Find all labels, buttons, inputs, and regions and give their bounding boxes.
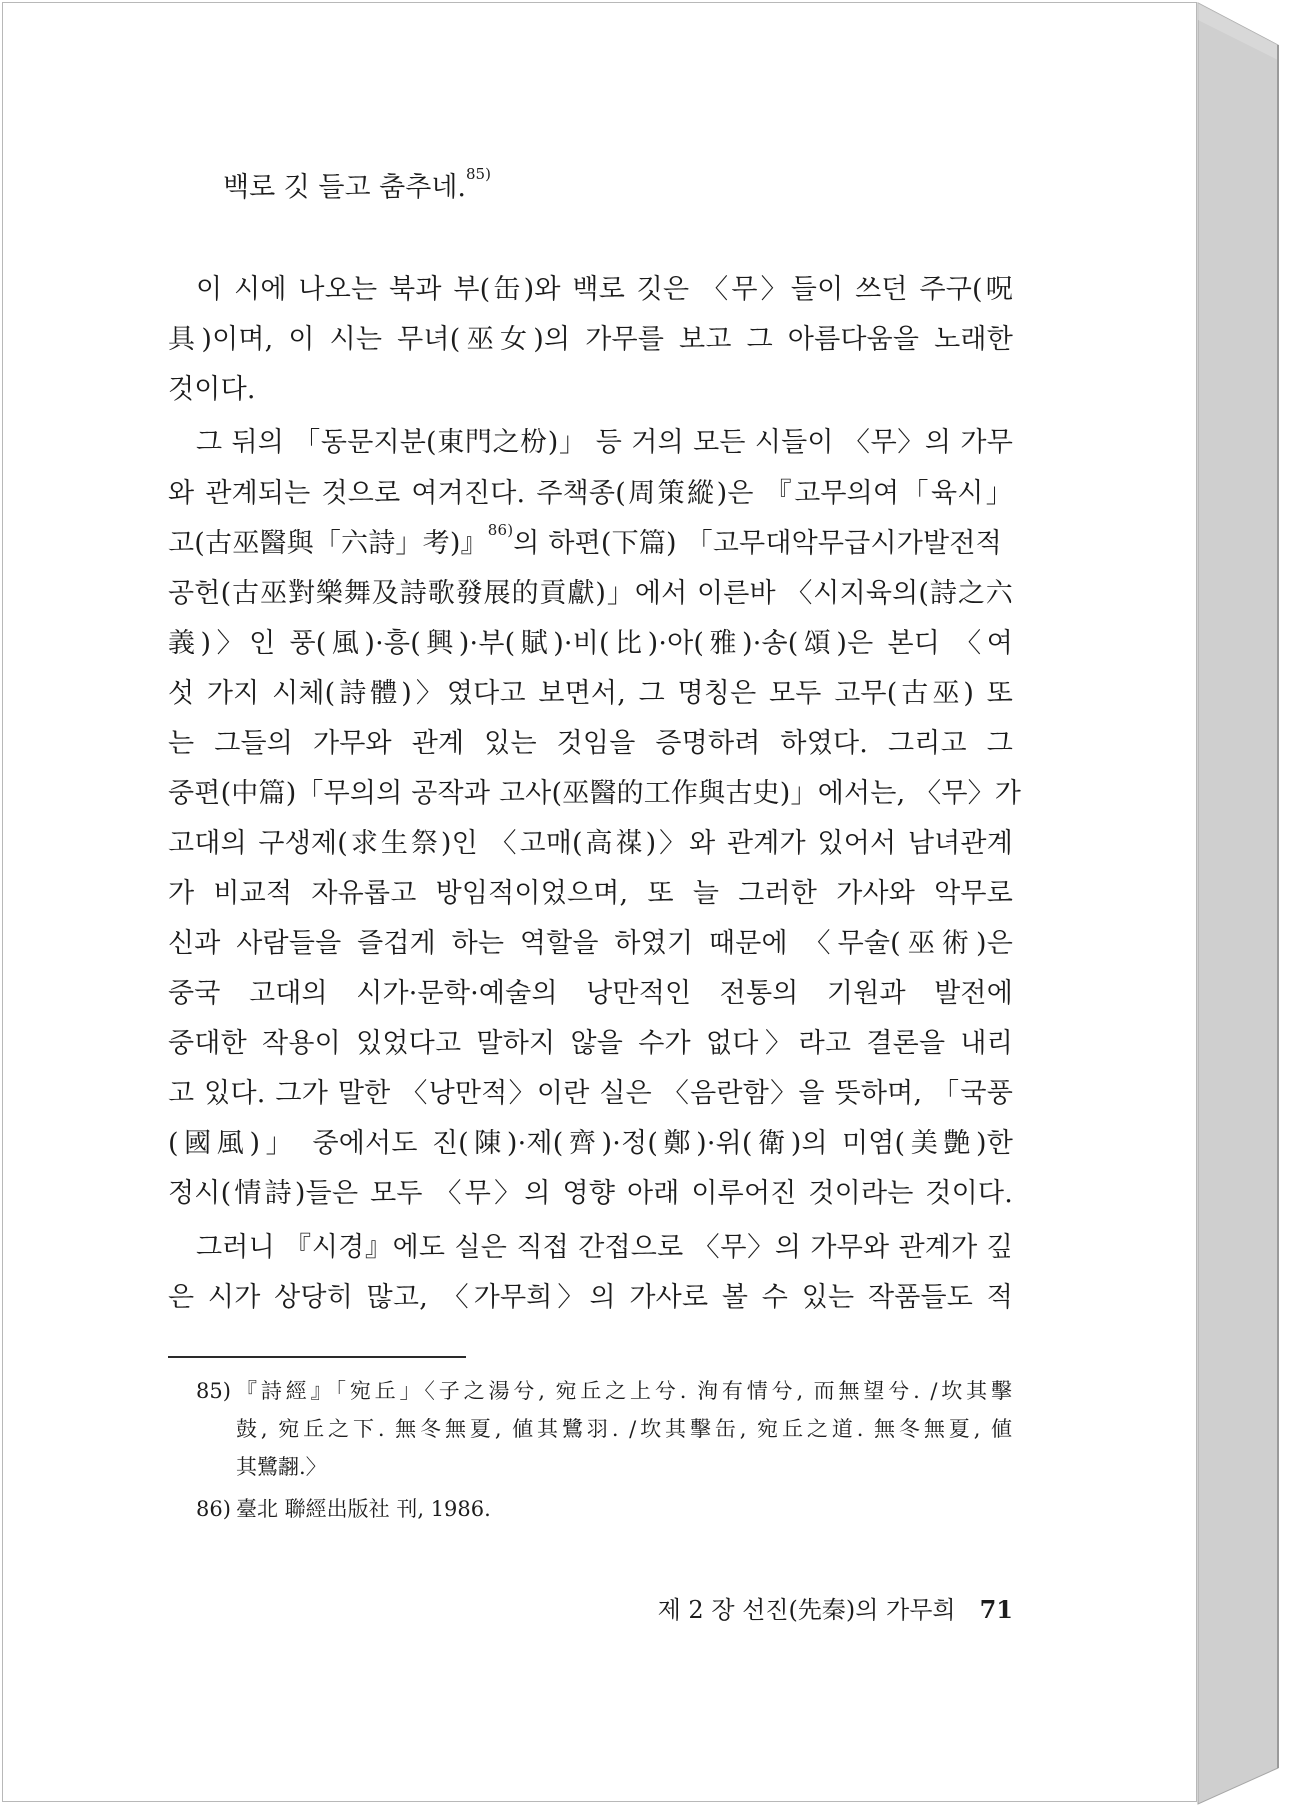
body-line: 신과 사람들을 즐겁게 하는 역할을 하였기 때문에 〈무술(巫術)은 bbox=[168, 928, 1013, 959]
book-page bbox=[2, 2, 1197, 1802]
body-line: 중편(中篇)「무의의 공작과 고사(巫醫的工作與古史)」에서는, 〈무〉가 bbox=[168, 778, 1022, 809]
footnote-rule bbox=[168, 1356, 466, 1358]
footnote-line: 『詩經』「宛丘」〈子之湯兮, 宛丘之上兮. 洵有情兮, 而無望兮. /坎其擊 bbox=[236, 1379, 1012, 1403]
body-line: 정시(情詩)들은 모두 〈무〉의 영향 아래 이루어진 것이라는 것이다. bbox=[168, 1178, 1013, 1209]
body-segment bbox=[168, 521, 1002, 561]
footnote-number: 86) bbox=[196, 1497, 231, 1521]
body-line: 것이다. bbox=[168, 374, 256, 405]
body-line: 중국 고대의 시가·문학·예술의 낭만적인 전통의 기원과 발전에 bbox=[168, 978, 1013, 1009]
page-number: 71 bbox=[979, 1595, 1013, 1624]
footnote-ref: 85) bbox=[466, 165, 491, 183]
verse-text: 백로 깃 들고 춤추네. bbox=[223, 172, 466, 203]
body-line: 이 시에 나오는 북과 부(缶)와 백로 깃은 〈무〉들이 쓰던 주구(呪 bbox=[196, 274, 1013, 305]
body-line: 은 시가 상당히 많고, 〈가무희〉의 가사로 볼 수 있는 작품들도 적 bbox=[168, 1282, 1013, 1313]
body-line: 고 있다. 그가 말한 〈낭만적〉이란 실은 〈음란함〉을 뜻하며, 「국풍 bbox=[168, 1078, 1013, 1109]
body-line: 중대한 작용이 있었다고 말하지 않을 수가 없다〉라고 결론을 내리 bbox=[168, 1028, 1013, 1059]
body-line bbox=[168, 521, 1013, 561]
body-line: 공헌(古巫對樂舞及詩歌發展的貢獻)」에서 이른바 〈시지육의(詩之六 bbox=[168, 578, 1013, 609]
body-line: (國風)」 중에서도 진(陳)·제(齊)·정(鄭)·위(衛)의 미염(美艶)한 bbox=[168, 1128, 1013, 1159]
body-line: 그 뒤의 「동문지분(東門之枌)」 등 거의 모든 시들이 〈무〉의 가무 bbox=[196, 427, 1013, 458]
body-line: 가 비교적 자유롭고 방임적이었으며, 또 늘 그러한 가사와 악무로 bbox=[168, 878, 1013, 909]
footnote-line: 臺北 聯經出版社 刊, 1986. bbox=[236, 1497, 491, 1521]
body-line: 고대의 구생제(求生祭)인 〈고매(高禖)〉와 관계가 있어서 남녀관계 bbox=[168, 828, 1013, 859]
chapter-title: 제 2 장 선진(先秦)의 가무희 bbox=[657, 1596, 956, 1624]
body-text: 의 하편(下篇) 「고무대악무급시가발전적 bbox=[513, 528, 1002, 559]
footnote-number: 85) bbox=[196, 1379, 231, 1403]
footnote-line: 其鷺翿.〉 bbox=[236, 1455, 327, 1479]
body-text: 고(古巫醫與「六詩」考)』 bbox=[168, 528, 488, 559]
footnote-ref: 86) bbox=[487, 521, 514, 539]
body-line: 그러니 『시경』에도 실은 직접 간접으로 〈무〉의 가무와 관계가 깊 bbox=[196, 1232, 1013, 1263]
body-line: 義)〉인 풍(風)·흥(興)·부(賦)·비(比)·아(雅)·송(頌)은 본디 〈여 bbox=[168, 628, 1013, 659]
running-footer bbox=[658, 1595, 1013, 1625]
body-line: 섯 가지 시체(詩體)〉였다고 보면서, 그 명칭은 모두 고무(古巫) 또 bbox=[168, 678, 1013, 709]
footnote-line: 鼓, 宛丘之下. 無冬無夏, 値其鷺羽. /坎其擊缶, 宛丘之道. 無冬無夏, 値 bbox=[236, 1417, 1012, 1441]
body-line: 와 관계되는 것으로 여겨진다. 주책종(周策縱)은 『고무의여「육시」 bbox=[168, 478, 1013, 509]
verse-line bbox=[223, 165, 491, 205]
body-line: 는 그들의 가무와 관계 있는 것임을 증명하려 하였다. 그리고 그 bbox=[168, 728, 1013, 759]
body-line: 具)이며, 이 시는 무녀(巫女)의 가무를 보고 그 아름다움을 노래한 bbox=[168, 324, 1013, 355]
